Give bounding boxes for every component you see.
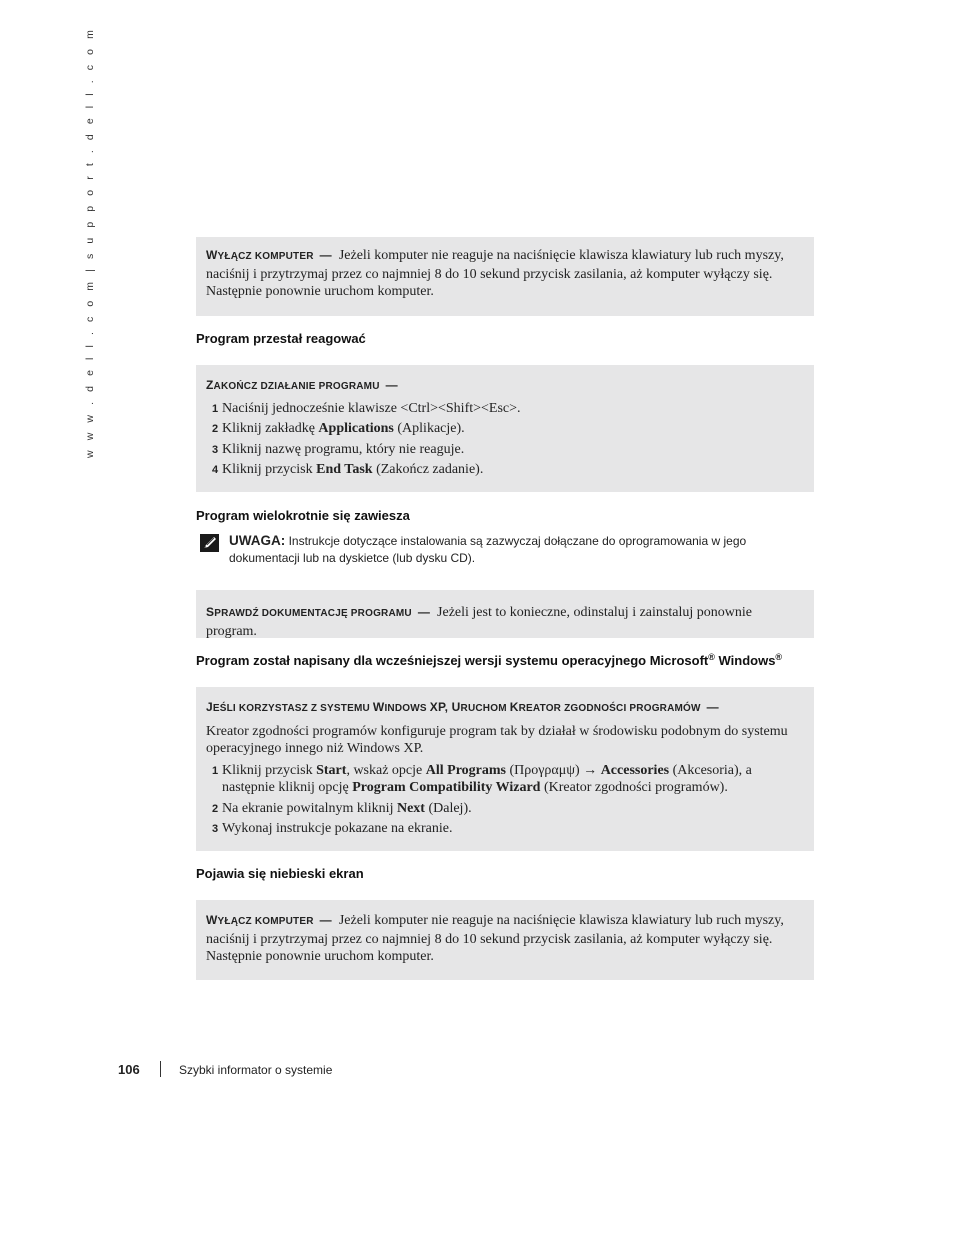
tip-box-shutdown-2 (196, 900, 814, 980)
list-item: 4 Kliknij przycisk End Task (Zakończ zadanie). (212, 462, 484, 477)
heading-blue-screen: Pojawia się niebieski ekran (196, 866, 364, 881)
tip-title: SPRAWDŹ DOKUMENTACJĘ PROGRAMU — (206, 605, 431, 619)
tip-title: WYŁĄCZ KOMPUTER — (206, 913, 332, 927)
heading-older-windows: Program został napisany dla wcześniejszej wersji systemu operacyjnego Microsoft® Windows® (196, 652, 783, 668)
note-label: UWAGA: (229, 533, 286, 548)
tip-text: Jeżeli jest to konieczne, odinstaluj i zainstaluj ponownie program. (206, 605, 752, 639)
tip-text: Jeżeli komputer nie reaguje na naciśnięcie klawisza klawiatury lub ruch myszy, naciśnij i przytrzymaj przez co najmniej 8 do 10 sekund przycisk zasilania, aż komputer wyłączy się. Następnie ponownie uruchom komputer. (206, 913, 784, 964)
tip-text: Jeżeli komputer nie reaguje na naciśnięcie klawisza klawiatury lub ruch myszy, naciśnij i przytrzymaj przez co najmniej 8 do 10 sekund przycisk zasilania, aż komputer wyłączy się. Następnie ponownie uruchom komputer. (206, 248, 784, 299)
tip-intro: Kreator zgodności programów konfiguruje program tak by działał w środowisku podobnym do systemu operacyjnego innego niż Windows XP. (206, 723, 788, 756)
heading-program-hangs: Program wielokrotnie się zawiesza (196, 508, 410, 523)
page-number: 106 (118, 1062, 140, 1077)
tip-box-check-docs (196, 590, 814, 638)
tip-box-compat-wizard (196, 687, 814, 851)
tip-title: ZAKOŃCZ DZIAŁANIE PROGRAMU — (206, 378, 398, 392)
note-pencil-icon (200, 534, 219, 552)
list-item: 1 Naciśnij jednocześnie klawisze <Ctrl><Shift><Esc>. (212, 400, 521, 416)
list-item: 1 Kliknij przycisk Start, wskaż opcje All Programs (Προγραμψ) → Accessories (Akcesoria), a następnie kliknij opcję Program Compatibility Wizard (Kreator zgodności programów). (212, 762, 752, 795)
tip-box-end-program (196, 365, 814, 492)
section-title: Szybki informator o systemie (179, 1063, 333, 1077)
footer-divider (160, 1061, 161, 1077)
list-item: 2 Kliknij zakładkę Applications (Aplikacje). (212, 421, 465, 436)
list-item: 3 Kliknij nazwę programu, który nie reaguje. (212, 441, 465, 457)
steps-list (206, 762, 804, 838)
tip-title: WYŁĄCZ KOMPUTER — (206, 248, 332, 262)
heading-program-not-responding: Program przestał reagować (196, 331, 366, 346)
steps-list (206, 400, 804, 479)
list-item: 2 Na ekranie powitalnym kliknij Next (Dalej). (212, 800, 472, 816)
tip-title: JEŚLI KORZYSTASZ Z SYSTEMU WINDOWS XP, URUCHOM KREATOR ZGODNOŚCI PROGRAMÓW — (206, 700, 719, 714)
side-url: w w w . d e l l . c o m | s u p p o r t . d e l l . c o m (84, 26, 96, 458)
tip-box-shutdown-1 (196, 237, 814, 316)
note-text: Instrukcje dotyczące instalowania są zazwyczaj dołączane do oprogramowania w jego dokumentacji lub na dyskietce (lub dysku CD). (229, 534, 747, 565)
list-item: 3 Wykonaj instrukcje pokazane na ekranie. (212, 821, 453, 836)
